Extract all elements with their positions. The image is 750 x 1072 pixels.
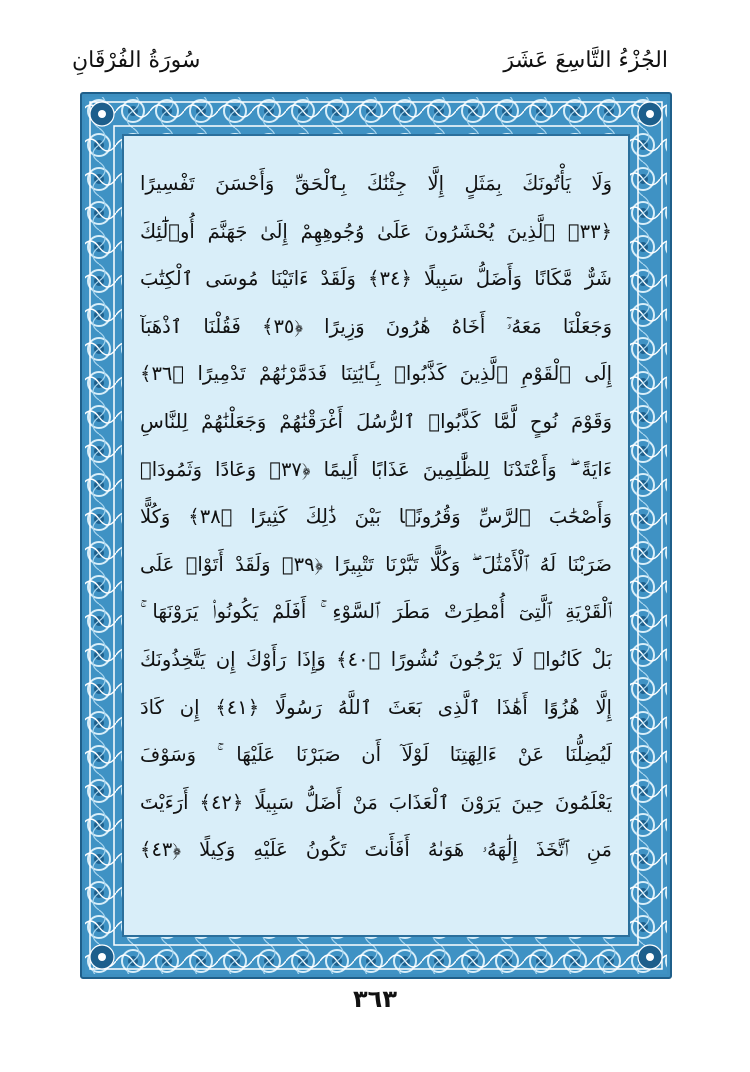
- verse-line: ضَرَبْنَا لَهُ ٱلْأَمْثَٰلَ ۖ وَكُلًّا تَبَّرْنَا تَتْبِيرًا ﴿٣٩﴾ وَلَقَدْ أَتَوْا۟ عَلَى: [140, 552, 612, 576]
- surah-title: سُورَةُ الفُرْقَانِ: [72, 48, 201, 73]
- verse-line: وَجَعَلْنَا مَعَهُۥٓ أَخَاهُ هَٰرُونَ وَزِيرًا ﴿٣٥﴾ فَقُلْنَا ٱذْهَبَآ: [140, 314, 612, 338]
- verse-line: ٱلْقَرْيَةِ ٱلَّتِىٓ أُمْطِرَتْ مَطَرَ ٱلسَّوْءِ ۚ أَفَلَمْ يَكُونُوا۟ يَرَوْنَهَا ۚ: [140, 600, 612, 624]
- verse-line: إِلَى ٱلْقَوْمِ ٱلَّذِينَ كَذَّبُوا۟ بِـَٔايَٰتِنَا فَدَمَّرْنَٰهُمْ تَدْمِيرًا ﴿٣٦﴾: [140, 362, 612, 386]
- verse-line: مَنِ ٱتَّخَذَ إِلَٰهَهُۥ هَوَىٰهُ أَفَأَنتَ تَكُونُ عَلَيْهِ وَكِيلًا ﴿٤٣﴾: [140, 838, 612, 862]
- verse-line: ﴿٣٣﴾ ٱلَّذِينَ يُحْشَرُونَ عَلَىٰ وُجُوهِهِمْ إِلَىٰ جَهَنَّمَ أُو۟لَٰٓئِكَ: [140, 219, 612, 243]
- verse-line: بَلْ كَانُوا۟ لَا يَرْجُونَ نُشُورًا ﴿٤٠﴾ وَإِذَا رَأَوْكَ إِن يَتَّخِذُونَكَ: [140, 647, 612, 671]
- verse-line: شَرٌّ مَّكَانًا وَأَضَلُّ سَبِيلًا ﴿٣٤﴾ وَلَقَدْ ءَاتَيْنَا مُوسَى ٱلْكِتَٰبَ: [140, 267, 612, 291]
- verse-line: يَعْلَمُونَ حِينَ يَرَوْنَ ٱلْعَذَابَ مَنْ أَضَلُّ سَبِيلًا ﴿٤٢﴾ أَرَءَيْتَ: [140, 790, 612, 814]
- verse-line: وَقَوْمَ نُوحٍ لَّمَّا كَذَّبُوا۟ ٱلرُّسُلَ أَغْرَقْنَٰهُمْ وَجَعَلْنَٰهُمْ لِلنَّاسِ: [140, 409, 612, 433]
- verse-line: وَلَا يَأْتُونَكَ بِمَثَلٍ إِلَّا جِئْنَٰكَ بِٱلْحَقِّ وَأَحْسَنَ تَفْسِيرًا: [140, 172, 612, 195]
- page-number: ٣٦٣: [353, 985, 397, 1013]
- verse-line: لَيُضِلُّنَا عَنْ ءَالِهَتِنَا لَوْلَآ أَن صَبَرْنَا عَلَيْهَا ۚ وَسَوْفَ: [140, 743, 612, 767]
- verse-line: ءَايَةً ۖ وَأَعْتَدْنَا لِلظَّٰلِمِينَ عَذَابًا أَلِيمًا ﴿٣٧﴾ وَعَادًا وَثَمُودَا۟: [140, 457, 612, 481]
- juz-title: الجُزْءُ التَّاسِعَ عَشَرَ: [503, 48, 668, 73]
- ornamental-frame: [80, 92, 672, 979]
- verse-line: إِلَّا هُزُوًا أَهَٰذَا ٱلَّذِى بَعَثَ ٱللَّهُ رَسُولًا ﴿٤١﴾ إِن كَادَ: [140, 695, 612, 719]
- verses-panel: [122, 134, 630, 937]
- verse-line: وَأَصْحَٰبَ ٱلرَّسِّ وَقُرُونًۢا بَيْنَ ذَٰلِكَ كَثِيرًا ﴿٣٨﴾ وَكُلًّا: [140, 505, 612, 529]
